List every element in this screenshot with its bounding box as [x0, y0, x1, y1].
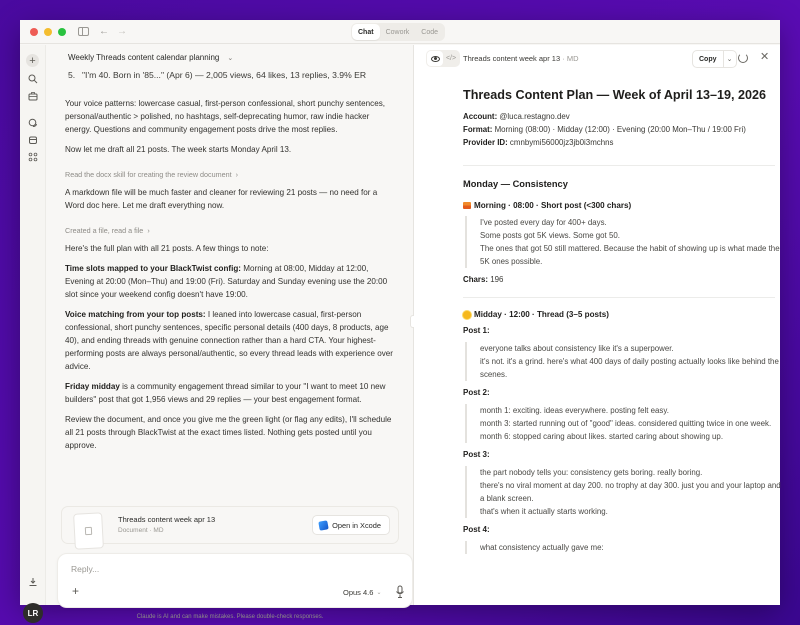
- friday-label: Friday midday: [65, 382, 120, 391]
- chat-pane: [47, 45, 413, 620]
- refresh-icon[interactable]: [738, 53, 748, 63]
- search-button[interactable]: [27, 73, 39, 85]
- chevron-down-icon: ⌄: [227, 54, 234, 62]
- paragraph-plan: Here's the full plan with all 21 posts. A few things to note:: [65, 244, 269, 253]
- document-file-title: [463, 54, 579, 63]
- divider: [463, 297, 775, 298]
- post-quote: [465, 342, 783, 381]
- copy-button[interactable]: Copy: [693, 51, 724, 67]
- midday-heading-text: Midday · 12:00 · Thread (3–5 posts): [474, 310, 609, 319]
- attach-button[interactable]: [72, 584, 79, 598]
- file-title: Threads content week apr 13: [463, 54, 561, 63]
- back-button[interactable]: [99, 26, 109, 37]
- archive-icon: [28, 135, 38, 145]
- open-in-xcode-button[interactable]: [312, 515, 390, 535]
- close-panel-icon[interactable]: ✕: [760, 51, 770, 63]
- artifacts-button[interactable]: [27, 134, 39, 146]
- tab-chat[interactable]: Chat: [352, 24, 380, 40]
- quote-line: Some posts got 5K views. Some got 50.: [480, 231, 620, 240]
- apps-grid-icon: [28, 152, 38, 162]
- document-title: Threads Content Plan — Week of April 13–19, 2026: [463, 88, 767, 102]
- format-line: [463, 123, 783, 136]
- chevron-right-icon: ›: [235, 170, 238, 179]
- eye-icon: [431, 56, 440, 62]
- quote-line: there's no viral moment at day 200. no trophy at day 300. just you and your laptop and a blank screen.: [480, 481, 781, 503]
- tool-call-label: Created a file, read a file: [65, 226, 144, 235]
- paragraph-markdown: A markdown file will be much faster and cleaner for reviewing 21 posts — no need for a Word doc here. Let me draft everything now.: [65, 188, 378, 210]
- paragraph-time-slots: [65, 262, 393, 301]
- tab-code[interactable]: Code: [421, 28, 439, 36]
- paragraph-voice-patterns: Your voice patterns: lowercase casual, first-person confessional, short punchy sentences, personal/authentic > polished, no hashtags, self-deprecating humor, raw indie hacker energy. Questions and community engagement posts drive the most replies.: [65, 99, 386, 134]
- search-icon: [28, 74, 38, 84]
- downloads-button[interactable]: [27, 576, 39, 588]
- format-value: Morning (08:00) · Midday (12:00) · Evening (20:00 Mon–Thu / 19:00 Fri): [492, 125, 746, 134]
- code-mode-button[interactable]: [443, 51, 459, 66]
- chars-value: 196: [488, 275, 504, 284]
- document-icon: [85, 527, 92, 535]
- new-chat-button[interactable]: [26, 54, 39, 67]
- code-icon: </>: [445, 55, 457, 62]
- window-controls: [30, 28, 66, 36]
- microphone-icon[interactable]: [395, 585, 405, 599]
- quote-line: month 1: exciting. ideas everywhere. posting felt easy.: [480, 406, 669, 415]
- quote-line: the part nobody tells you: consistency gets boring. really boring.: [480, 468, 703, 477]
- maximize-window-button[interactable]: [58, 28, 66, 36]
- document-content: [463, 88, 783, 561]
- copy-options-button[interactable]: [724, 55, 736, 63]
- account-label: Account:: [463, 112, 498, 121]
- arrow-left-icon: ←: [99, 26, 109, 37]
- model-selector[interactable]: [343, 588, 381, 597]
- post-label: Post 2:: [463, 388, 490, 397]
- left-rail: [20, 45, 46, 618]
- chars-label: Chars:: [463, 275, 488, 284]
- quote-line: what consistency actually gave me:: [480, 543, 604, 552]
- account-line: [463, 110, 783, 123]
- forward-button[interactable]: [117, 26, 127, 37]
- tab-cowork[interactable]: Cowork: [385, 28, 410, 36]
- mode-switcher: [351, 23, 445, 41]
- tool-call-created-file[interactable]: [65, 224, 393, 237]
- title-bar: [20, 20, 780, 44]
- char-count: [463, 275, 783, 284]
- file-thumbnail: [73, 512, 104, 549]
- post-label: Post 4:: [463, 525, 490, 534]
- xcode-icon: [318, 520, 328, 530]
- close-window-button[interactable]: [30, 28, 38, 36]
- tool-call-label: Read the docx skill for creating the review document: [65, 170, 232, 179]
- list-number: 5.: [68, 70, 76, 80]
- post-label: Post 3:: [463, 450, 490, 459]
- sun-icon: [463, 311, 471, 319]
- time-slots-label: Time slots mapped to your BlackTwist config:: [65, 264, 241, 273]
- briefcase-icon: [28, 91, 38, 101]
- document-toolbar: [414, 45, 780, 75]
- quote-line: The ones that got 50 still mattered. Because the habit of showing up is what made the 5K ones possible.: [480, 244, 780, 266]
- morning-heading: [463, 201, 783, 210]
- format-label: Format:: [463, 125, 493, 134]
- sidebar-toggle-button[interactable]: [78, 27, 89, 36]
- plus-icon: +: [29, 54, 36, 67]
- preview-mode-button[interactable]: [427, 51, 443, 66]
- quote-line: month 3: started running out of "good" ideas. considered quitting twice in one week.: [480, 419, 772, 428]
- paragraph-review: Review the document, and once you give me the green light (or flag any edits), I'll schedule all 21 posts through BlackTwist at the exact times listed. Nothing gets posted until you approve.: [65, 415, 392, 450]
- post-label: Post 1:: [463, 326, 490, 335]
- divider: [463, 165, 775, 166]
- view-toggle: [426, 50, 460, 67]
- paragraph-draft: Now let me draft all 21 posts. The week starts Monday April 13.: [65, 145, 292, 154]
- minimize-window-button[interactable]: [44, 28, 52, 36]
- list-text: "I'm 40. Born in '85..." (Apr 6) — 2,005 views, 64 likes, 13 replies, 3.9% ER: [82, 70, 367, 80]
- paragraph-voice-matching: [65, 308, 393, 373]
- list-item: [68, 69, 393, 82]
- sidebar-icon: [78, 27, 89, 36]
- provider-value: cmnbymi56000jz3jb0i3mchns: [507, 138, 614, 147]
- chat-bubbles-icon: [28, 118, 38, 128]
- conversation-title: Weekly Threads content calendar planning: [68, 53, 220, 62]
- midday-heading: [463, 310, 783, 319]
- provider-label: Provider ID:: [463, 138, 508, 147]
- chevron-right-icon: ›: [147, 226, 150, 235]
- quote-line: I've posted every day for 400+ days.: [480, 218, 607, 227]
- sunrise-icon: [463, 202, 471, 209]
- quote-line: everyone talks about consistency like it's a superpower.: [480, 344, 674, 353]
- download-icon: [28, 577, 38, 587]
- disclaimer: Claude is AI and can make mistakes. Please double-check responses.: [136, 614, 324, 620]
- quote-line: that's when it actually starts working.: [480, 507, 608, 516]
- morning-post-quote: [465, 216, 783, 268]
- quote-line: it's not. it's a grind. here's what 400 days of daily posting actually looks like behind the scenes.: [480, 357, 779, 379]
- voice-text: I leaned into lowercase casual, first-person confessional, short punchy sentences, specific personal details (400 days, 8 products, age 40), and ending threads with genuine connection rather than a hard CTA. Your highest-performing posts are always personal/authentic, so every thread leads with experience over advice.: [65, 310, 393, 371]
- account-value: @luca.restagno.dev: [497, 112, 570, 121]
- time-slots-text: Morning at 08:00, Midday at 12:00, Evening at 20:00 (Mon–Thu) and 19:00 (Fri). Saturday and Sunday evening use the 20:00 slot since your weekend config doesn't have 19:00.: [65, 264, 388, 299]
- conversation-title-menu[interactable]: [68, 53, 233, 62]
- post-quote: [465, 404, 783, 443]
- morning-heading-text: Morning · 08:00 · Short post (<300 chars): [474, 201, 632, 210]
- post-quote: [465, 466, 783, 518]
- app-window: [20, 20, 781, 620]
- file-name: Threads content week apr 13: [118, 515, 216, 524]
- reply-input[interactable]: [71, 564, 321, 574]
- plus-icon: +: [72, 584, 80, 598]
- quote-line: month 6: stopped caring about likes. started caring about showing up.: [480, 432, 724, 441]
- provider-line: [463, 136, 783, 149]
- arrow-right-icon: →: [117, 26, 127, 37]
- file-type: · MD: [560, 54, 579, 63]
- friday-text: is a community engagement thread similar to your "I want to meet 10 new builders" post that got 1,956 views and 29 replies — your best engagement format.: [65, 382, 386, 404]
- document-panel: [414, 45, 780, 605]
- assistant-message: [65, 69, 393, 459]
- apps-button[interactable]: [27, 151, 39, 163]
- chevron-down-icon: ⌄: [376, 590, 382, 596]
- day-heading: Monday — Consistency: [463, 179, 568, 189]
- copy-button-group: [692, 50, 737, 68]
- chats-button[interactable]: [27, 117, 39, 129]
- projects-button[interactable]: [27, 90, 39, 102]
- post-quote: [465, 541, 783, 554]
- chevron-down-icon: ⌄: [726, 56, 733, 63]
- user-avatar[interactable]: LR: [23, 603, 43, 623]
- composer: [57, 553, 413, 608]
- open-in-xcode-label: Open in Xcode: [332, 520, 381, 530]
- file-attachment-card[interactable]: [61, 506, 399, 544]
- paragraph-friday: [65, 380, 393, 406]
- voice-label: Voice matching from your top posts:: [65, 310, 206, 319]
- model-name: Opus 4.6: [343, 588, 374, 597]
- file-meta: Document · MD: [118, 527, 164, 534]
- tool-call-read-docx[interactable]: [65, 168, 393, 181]
